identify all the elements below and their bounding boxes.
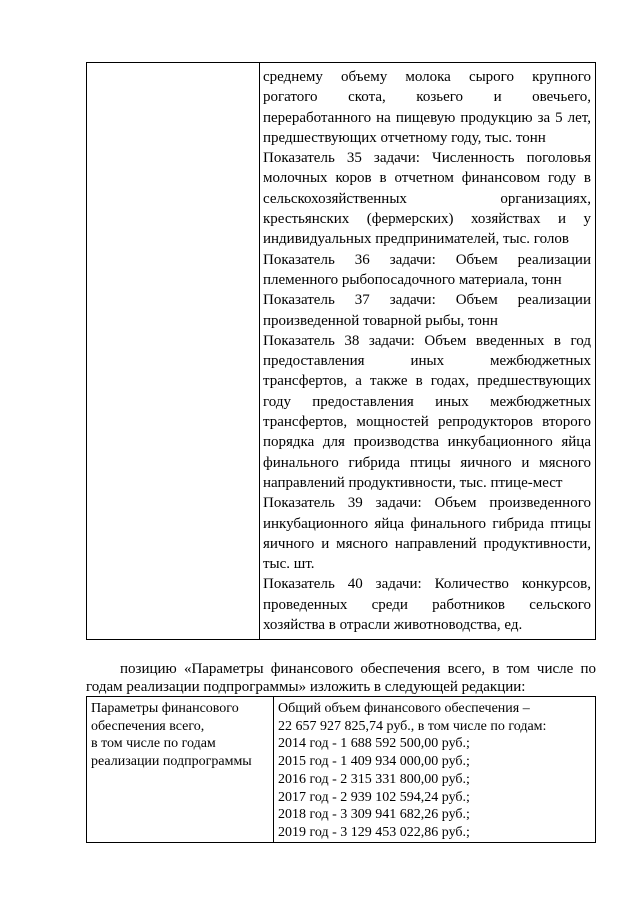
indicator-text-line: Показатель 35 задачи: Численность поголовья (263, 150, 591, 167)
indicator-text-line: произведенной товарной рыбы, тонн (263, 312, 498, 329)
indicator-text-line: направлений продуктивности, тыс. птице-мест (263, 474, 563, 491)
indicator-text-line: трансфертов, а также в годах, предшествующих (263, 373, 591, 390)
indicator-text-line: порядка для производства инкубационного яйца (263, 434, 591, 451)
indicator-text-line: яичного и мясного направлений продуктивности, (263, 535, 591, 552)
financing-label-line: Параметры финансового (91, 701, 239, 716)
indicator-text-line: племенного рыбопосадочного материала, тонн (263, 271, 562, 288)
indicators-table-right-cell (260, 63, 596, 640)
financing-label-line: в том числе по годам (91, 736, 216, 752)
indicator-text-line: году предоставления иных межбюджетных (263, 393, 591, 410)
amendment-line-1: позицию «Параметры финансового обеспечения всего, в том числе по (120, 661, 596, 677)
indicator-text-line: предоставления иных межбюджетных (263, 353, 591, 370)
financing-year-line: 2018 год - 3 309 941 682,26 руб.; (278, 807, 470, 823)
financing-year-line: 2015 год - 1 409 934 000,00 руб.; (278, 754, 470, 770)
financing-year-line: 2017 год - 2 939 102 594,24 руб.; (278, 789, 470, 805)
indicator-text-line: молочных коров в отчетном финансовом году в (263, 170, 591, 187)
financing-year-line: 2016 год - 2 315 331 800,00 руб.; (278, 771, 470, 787)
indicator-text-line: хозяйства в отрасли животноводства, ед. (263, 617, 523, 634)
indicator-text-line: Показатель 39 задачи: Объем произведенного (263, 495, 591, 512)
financing-total-line: 22 657 927 825,74 руб., в том числе по годам: (278, 718, 547, 734)
indicator-text-line: тыс. шт. (263, 556, 315, 573)
indicator-text-line: финального гибрида птицы яичного и мясного (263, 454, 591, 471)
financing-total-line: Общий объем финансового обеспечения – (278, 701, 530, 716)
financing-year-line: 2019 год - 3 129 453 022,86 руб.; (278, 824, 470, 840)
financing-value-cell (274, 697, 596, 843)
indicator-text-line: трансфертов, мощностей репродукторов второго (263, 414, 591, 431)
indicators-table (86, 62, 596, 640)
indicator-text-line: переработанного на пищевую продукцию за 5 лет, (263, 109, 591, 126)
indicator-text-line: индивидуальных предпринимателей, тыс. голов (263, 231, 569, 248)
financing-label-line: обеспечения всего, (91, 718, 205, 734)
indicator-text-line: крестьянских (фермерских) хозяйствах и у (263, 211, 591, 228)
indicator-text-line: предшествующих отчетному году, тыс. тонн (263, 129, 546, 146)
indicator-text-line: среднему объему молока сырого крупного (263, 69, 591, 85)
financing-table (86, 696, 596, 843)
indicator-text-line: рогатого скота, козьего и овечьего, (263, 89, 591, 106)
amendment-paragraph (86, 660, 596, 696)
indicator-text-line: Показатель 40 задачи: Количество конкурсов, (263, 576, 591, 593)
indicators-text (263, 67, 591, 635)
indicator-text-line: сельскохозяйственных организациях, (263, 190, 591, 207)
financing-year-line: 2014 год - 1 688 592 500,00 руб.; (278, 736, 470, 752)
financing-label-line: реализации подпрограммы (91, 754, 252, 770)
indicators-table-left-cell (87, 63, 260, 640)
indicator-text-line: инкубационного яйца финального гибрида птицы (263, 515, 591, 532)
indicator-text-line: Показатель 36 задачи: Объем реализации (263, 251, 591, 268)
indicator-text-line: проведенных среди работников сельского (263, 596, 591, 613)
indicator-text-line: Показатель 38 задачи: Объем введенных в год (263, 332, 591, 349)
indicator-text-line: Показатель 37 задачи: Объем реализации (263, 292, 591, 309)
amendment-line-2: годам реализации подпрограммы» изложить в следующей редакции: (86, 679, 526, 695)
financing-label-cell (87, 697, 274, 843)
